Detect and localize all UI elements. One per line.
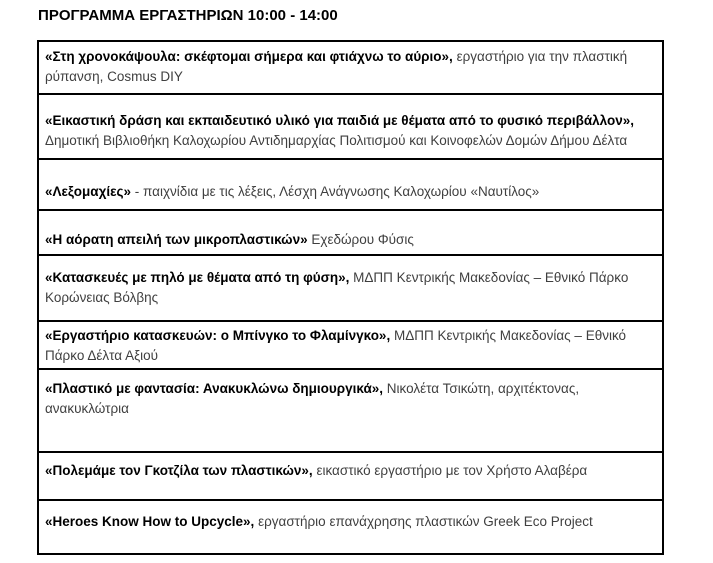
table-row [39,160,662,211]
table-row [39,453,662,501]
workshop-title: «Εικαστική δράση και εκπαιδευτικό υλικό για παιδιά με θέματα από το φυσικό περιβάλλον», [45,113,635,128]
workshop-presenter: ΜΔΠΠ Κεντρικής Μακεδονίας – Εθνικό Πάρκο Δέλτα Αξιού [45,328,627,363]
workshop-presenter: Δημοτική Βιβλιοθήκη Καλοχωρίου Αντιδημαρχίας Πολιτισμού και Κοινοφελών Δομών Δήμου Δέλτα [45,133,628,148]
workshop-title: «Λεξομαχίες» [45,184,132,199]
workshop-presenter: εργαστήριο για την πλαστική ρύπανση, Cosmus DIY [45,49,628,84]
workshop-title: «Heroes Know How to Upcycle», [45,514,255,529]
table-row [39,95,662,160]
table-row [39,370,662,453]
workshop-title: «Στη χρονοκάψουλα: σκέφτομαι σήμερα και φτιάχνω το αύριο», [45,49,453,64]
workshop-presenter: εικαστικό εργαστήριο με τον Χρήστο Αλαβέρα [316,463,588,478]
workshop-presenter: Νικολέτα Τσικώτη, αρχιτέκτονας, ανακυκλώτρια [45,381,580,416]
workshop-title: «Η αόρατη απειλή των μικροπλαστικών» [45,232,308,247]
workshop-presenter: - παιχνίδια με τις λέξεις, Λέσχη Ανάγνωσης Καλοχωρίου «Ναυτίλος» [134,184,540,199]
table-row [39,256,662,322]
workshop-title: «Πολεμάμε τον Γκοτζίλα των πλαστικών», [45,463,313,478]
workshop-title: «Εργαστήριο κατασκευών: ο Μπίνγκο το Φλαμίνγκο», [45,328,391,343]
workshop-presenter: εργαστήριο επανάχρησης πλαστικών Greek Eco Project [258,514,593,529]
workshop-title: «Κατασκευές με πηλό με θέματα από τη φύση», [45,270,350,285]
workshop-presenter: Εχεδώρου Φύσις [311,232,414,247]
workshops-table [37,40,664,555]
table-row [39,501,662,553]
table-row [39,322,662,370]
page-title: ΠΡΟΓΡΑΜΜΑ ΕΡΓΑΣΤΗΡΙΩΝ 10:00 - 14:00 [38,7,338,24]
table-row [39,211,662,256]
table-row [39,42,662,95]
workshop-presenter: ΜΔΠΠ Κεντρικής Μακεδονίας – Εθνικό Πάρκο Κορώνειας Βόλβης [45,270,629,305]
workshop-title: «Πλαστικό με φαντασία: Ανακυκλώνω δημιουργικά», [45,381,384,396]
